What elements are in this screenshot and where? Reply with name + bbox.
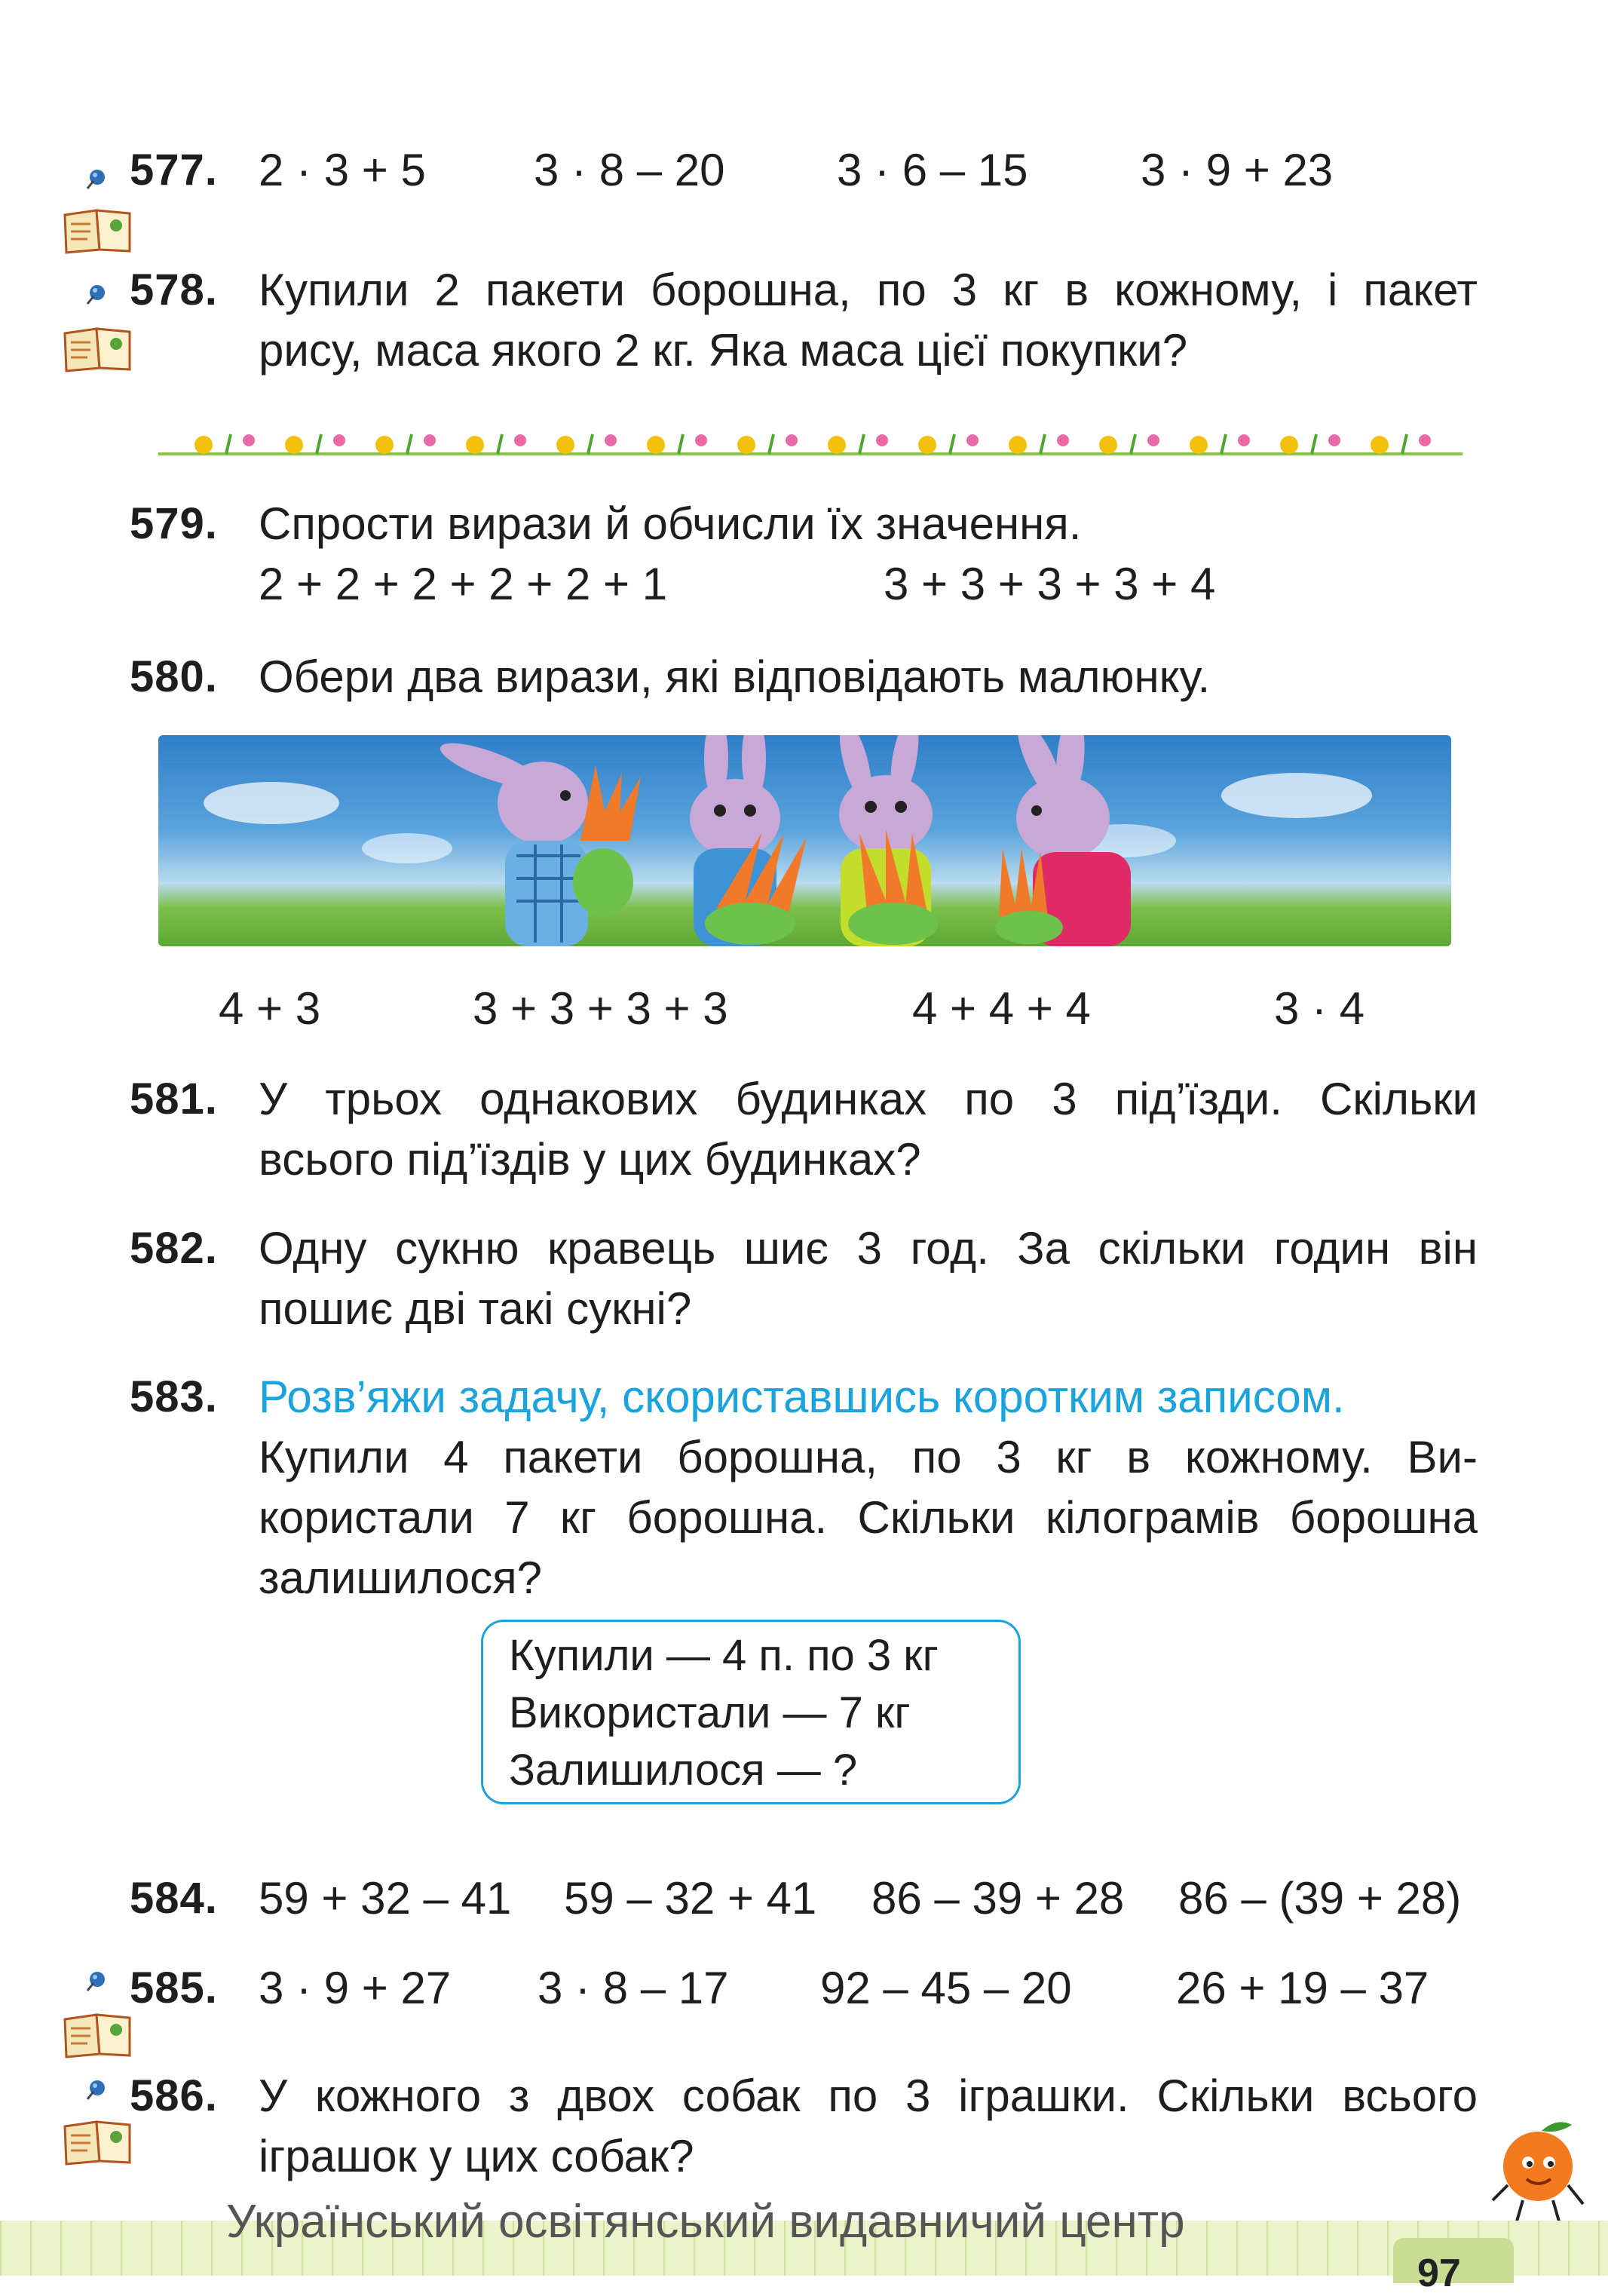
task-585-expr-4: 26 + 19 – 37 [1176,1963,1429,2013]
task-577-expr-1: 2 · 3 + 5 [259,145,426,195]
short-record-box [481,1620,1021,1804]
task-577-expr-2: 3 · 8 – 20 [534,145,725,195]
task-number-582: 582. [130,1224,218,1273]
bunnies-with-carrots-illustration [158,735,1451,946]
page-number: 97 [1417,2252,1461,2295]
task-number-580: 580. [130,652,218,701]
homework-book-icon [60,2119,136,2167]
task-579-expr-1: 2 + 2 + 2 + 2 + 2 + 1 [259,559,668,609]
task-578-text-line-1: Купили 2 пакети борошна, по 3 кг в кожному, і пакет [259,265,1478,315]
task-578-text-line-2: рису, маса якого 2 кг. Яка маса цієї покупки? [259,325,1188,376]
task-579-text: Спрости вирази й обчисли їх значення. [259,498,1082,549]
task-583-instruction: Розв’яжи задачу, скориставшись коротким записом. [259,1372,1345,1422]
flower-border [143,424,1478,461]
task-580-option-3: 4 + 4 + 4 [912,983,1091,1034]
task-583-text-line-3: залишилося? [259,1553,542,1603]
task-585-expr-2: 3 · 8 – 17 [538,1963,729,2013]
task-583-text-line-1: Купили 4 пакети борошна, по 3 кг в кожному. Ви- [259,1432,1478,1482]
task-580-text: Обери два вирази, які відповідають малюнку. [259,651,1211,702]
pin-icon [84,1970,107,1992]
task-580-option-1: 4 + 3 [219,983,321,1034]
homework-book-icon [60,2012,136,2060]
task-582-text-line-2: пошиє дві такі сукні? [259,1283,692,1334]
task-number-584: 584. [130,1874,218,1923]
task-number-578: 578. [130,265,218,314]
task-581-text-line-1: У трьох однакових будинках по 3 під’їзди. Скільки [259,1074,1478,1124]
pin-icon [84,167,107,190]
short-record-line-1: Купили — 4 п. по 3 кг [509,1631,939,1680]
task-584-expr-2: 59 – 32 + 41 [564,1873,817,1924]
orange-mascot-icon [1489,2117,1587,2230]
task-number-577: 577. [130,146,218,195]
short-record-line-3: Залишилося — ? [509,1746,858,1795]
task-584-expr-1: 59 + 32 – 41 [259,1873,512,1924]
task-585-expr-1: 3 · 9 + 27 [259,1963,452,2013]
task-581-text-line-2: всього під’їздів у цих будинках? [259,1134,921,1185]
task-577-expr-4: 3 · 9 + 23 [1141,145,1334,195]
homework-book-icon [60,207,136,256]
task-number-585: 585. [130,1963,218,2012]
task-582-text-line-1: Одну сукню кравець шиє 3 год. За скільки годин він [259,1223,1478,1274]
task-586-text-line-2: іграшок у цих собак? [259,2131,694,2181]
task-584-expr-3: 86 – 39 + 28 [871,1873,1125,1924]
task-number-583: 583. [130,1372,218,1421]
short-record-line-2: Використали — 7 кг [509,1688,911,1737]
pin-icon [84,283,107,305]
task-583-text-line-2: користали 7 кг борошна. Скільки кілограмів борошна [259,1492,1478,1543]
task-584-expr-4: 86 – (39 + 28) [1178,1873,1462,1924]
publisher-name: Український освітянський видавничий центр [226,2196,1185,2248]
pin-icon [84,2078,107,2101]
task-number-586: 586. [130,2071,218,2120]
task-577-expr-3: 3 · 6 – 15 [837,145,1028,195]
task-579-expr-2: 3 + 3 + 3 + 3 + 4 [884,559,1216,609]
bunnies-illustration-art [158,735,1451,946]
task-580-option-4: 3 · 4 [1274,983,1365,1034]
task-number-579: 579. [130,499,218,548]
task-585-expr-3: 92 – 45 – 20 [820,1963,1072,2013]
task-580-option-2: 3 + 3 + 3 + 3 [473,983,728,1034]
task-number-581: 581. [130,1074,218,1123]
homework-book-icon [60,326,136,374]
task-586-text-line-1: У кожного з двох собак по 3 іграшки. Скільки всього [259,2071,1478,2121]
